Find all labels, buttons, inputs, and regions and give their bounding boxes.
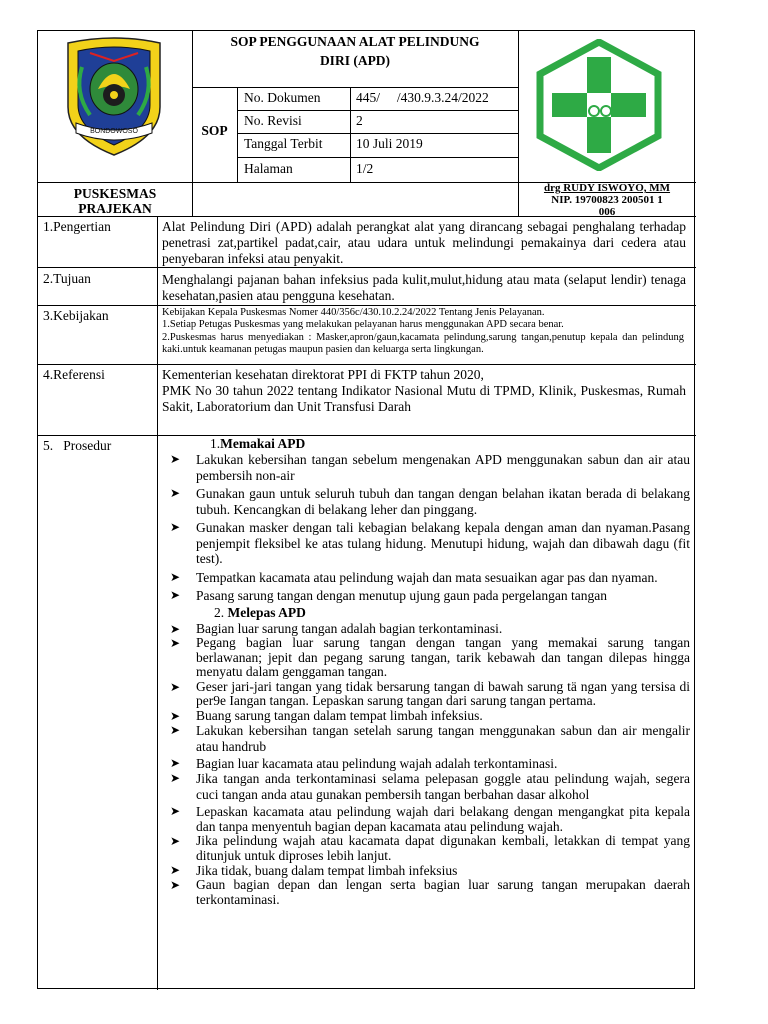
divider <box>237 87 238 182</box>
org-line-2: PRAJEKAN <box>78 201 152 216</box>
section-text-kebijakan <box>162 307 684 356</box>
kebijakan-line-1: Kebijakan Kepala Puskesmas Nomer 440/356c/430.10.2.24/2022 Tentang Jenis Pelayanan. <box>162 307 545 318</box>
melepas-number: 2. <box>214 604 225 620</box>
memakai-title: Memakai APD <box>220 436 306 451</box>
referensi-line-2: PMK No 30 tahun 2022 tentang Indikator Nasional Mutu di TPMD, Klinik, Puskesmas, Rumah Sakit, Laboratorium dan Unit Transfusi Darah <box>162 383 686 414</box>
meta-label-tanggal: Tanggal Terbit <box>244 136 323 151</box>
section-text-referensi <box>162 367 686 415</box>
section-label-tujuan: 2.Tujuan <box>43 271 91 286</box>
arrow-bullet-icon: ➤ <box>170 771 181 785</box>
list-item: ➤ Jika tangan anda terkontaminasi selama pelepasan goggle atau pelindung wajah, segera cuci tangan anda atau gunakan pembersih tangan berbahan dasar alkohol <box>170 771 690 802</box>
arrow-bullet-icon: ➤ <box>170 756 181 770</box>
sop-label: SOP <box>201 123 228 138</box>
logo-ribbon-text: BONDOWOSO <box>90 128 138 135</box>
kebijakan-line-3: 2.Puskesmas harus menyediakan : Masker,apron/gaun,kacamata pelindung,sarung tangan,penutup kepala dan pelindung kaki.untuk keamanan petugas maupun pasien dan keluarga serta lingkungan. <box>162 331 684 355</box>
list-item: ➤ Lakukan kebersihan tangan setelah sarung tangan menggunakan sabun dan air mengalir atau handrub <box>170 723 690 754</box>
org-line-1: PUSKESMAS <box>73 186 157 201</box>
arrow-bullet-icon: ➤ <box>170 878 181 892</box>
meta-value-revisi: 2 <box>356 113 363 128</box>
list-item: ➤ Pasang sarung tangan dengan menutup ujung gaun pada pergelangan tangan <box>170 588 608 603</box>
signer-nip-1: NIP. 19700823 200501 1 <box>551 194 663 206</box>
arrow-bullet-icon: ➤ <box>170 708 181 723</box>
divider <box>38 364 696 365</box>
arrow-bullet-icon: ➤ <box>170 621 181 636</box>
title-line-1: SOP PENGGUNAAN ALAT PELINDUNG <box>230 34 480 49</box>
meta-label-dokumen: No. Dokumen <box>244 90 321 105</box>
puskesmas-logo <box>534 39 664 171</box>
arrow-bullet-icon: ➤ <box>170 679 181 694</box>
title-line-2: DIRI (APD) <box>319 53 391 68</box>
memakai-number: 1. <box>210 436 221 451</box>
section-text-prosedur <box>162 436 690 907</box>
arrow-bullet-icon: ➤ <box>170 636 181 650</box>
divider <box>237 110 518 111</box>
meta-value-tanggal: 10 Juli 2019 <box>356 136 423 151</box>
meta-label-halaman: Halaman <box>244 161 293 176</box>
arrow-bullet-icon: ➤ <box>170 804 181 818</box>
section-label-pengertian: 1.Pengertian <box>43 219 111 234</box>
list-item: ➤ Bagian luar sarung tangan adalah bagian terkontaminasi. <box>170 620 503 636</box>
arrow-bullet-icon: ➤ <box>170 588 181 602</box>
list-item: ➤ Bagian luar kacamata atau pelindung wajah adalah terkontaminasi. <box>170 756 558 771</box>
signer-name: drg RUDY ISWOYO, MM <box>543 182 671 194</box>
document-title <box>192 32 518 70</box>
list-item: ➤ Pegang bagian luar sarung tangan dengan tangan yang memakai sarung tangan berlawanan; jepit dan pegang sarung tangan, tarik kebawah dan tangan dilepas hingga menyatu dalam genggaman tangan. <box>170 635 690 679</box>
signer-nip-2: 006 <box>598 206 616 218</box>
meta-value-dokumen: 445/ /430.9.3.24/2022 <box>356 90 489 105</box>
section-label-kebijakan: 3.Kebijakan <box>43 308 109 323</box>
section-label-referensi: 4.Referensi <box>43 367 105 382</box>
arrow-bullet-icon: ➤ <box>170 486 181 500</box>
arrow-bullet-icon: ➤ <box>170 520 181 534</box>
list-item: ➤ Lakukan kebersihan tangan sebelum mengenakan APD menggunakan sabun dan air atau pembersih non-air <box>170 452 690 483</box>
meta-label-revisi: No. Revisi <box>244 113 302 128</box>
list-item: ➤ Jika tidak, buang dalam tempat limbah infeksius <box>170 863 458 878</box>
signer-block <box>518 182 696 218</box>
divider <box>157 216 158 990</box>
list-item: ➤ Jika pelindung wajah atau kacamata dapat digunakan kembali, letakkan di tempat yang ditunjuk untuk diproses lebih lanjut. <box>170 833 690 863</box>
arrow-bullet-icon: ➤ <box>170 569 181 584</box>
list-item: ➤ Gaun bagian depan dan lengan serta bagian luar sarung tangan merupakan daerah terkontaminasi. <box>170 877 690 907</box>
organization-name <box>38 186 192 216</box>
list-item: ➤ Gunakan gaun untuk seluruh tubuh dan tangan dengan belahan ikatan berada di belakang tubuh. Kencangkan di belakang leher dan pinggang. <box>170 486 690 517</box>
divider <box>192 87 518 88</box>
sop-document <box>37 30 695 989</box>
list-item: ➤ Geser jari-jari tangan yang tidak bersarung tangan di bawah sarung tä ngan yang tersisa di per9e Iangan tangan. Lepaskan sarung tangan dari sarung tangan pertama. <box>170 678 690 708</box>
list-item: ➤ Gunakan masker dengan tali kebagian belakang kepala dengan aman dan nyaman.Pasang penjempit fleksibel ke atas tulang hidung. Menutupi hidung, wajah dan dibawah dagu (fit test). <box>170 520 690 566</box>
arrow-bullet-icon: ➤ <box>170 723 181 737</box>
arrow-bullet-icon: ➤ <box>170 863 181 877</box>
meta-value-halaman: 1/2 <box>356 161 374 176</box>
memakai-heading <box>162 436 690 452</box>
arrow-bullet-icon: ➤ <box>170 452 181 466</box>
regency-logo <box>60 37 168 157</box>
melepas-heading <box>162 605 690 621</box>
memakai-list <box>162 452 690 604</box>
arrow-bullet-icon: ➤ <box>170 834 181 848</box>
divider <box>38 267 696 268</box>
divider <box>38 305 696 306</box>
kebijakan-line-2: 1.Setiap Petugas Puskesmas yang melakukan pelayanan harus menggunakan APD secara benar. <box>162 319 564 331</box>
section-label-prosedur: 5. Prosedur <box>43 438 112 453</box>
list-item: ➤ Tempatkan kacamata atau pelindung wajah dan mata sesuaikan agar pas dan nyaman. <box>170 569 658 585</box>
melepas-title: Melepas APD <box>227 604 306 620</box>
list-item: ➤ Lepaskan kacamata atau pelindung wajah dari belakang dengan mengangkat pita kepala dan tanpa menyentuh bagian depan kacamata atau pelindung wajah. <box>170 804 690 834</box>
section-text-tujuan: Menghalangi pajanan bahan infeksius pada kulit,mulut,hidung atau mata (selaput lendir) tenaga kesehatan,pasien atau pengguna kesehatan. <box>162 272 686 303</box>
divider <box>237 133 518 134</box>
referensi-line-1: Kementerian kesehatan direktorat PPI di FKTP tahun 2020, <box>162 367 484 382</box>
divider <box>350 87 351 182</box>
list-item: ➤ Buang sarung tangan dalam tempat limbah infeksius. <box>170 707 483 723</box>
melepas-list <box>162 622 690 908</box>
divider <box>237 157 518 158</box>
section-text-pengertian: Alat Pelindung Diri (APD) adalah perangkat alat yang dirancang sebagai penghalang terhadap penetrasi zat,partikel padat,cair, atau udara untuk melindungi pemakainya dari cedera atau penyebaran infeksi atau penyakit. <box>162 219 686 266</box>
